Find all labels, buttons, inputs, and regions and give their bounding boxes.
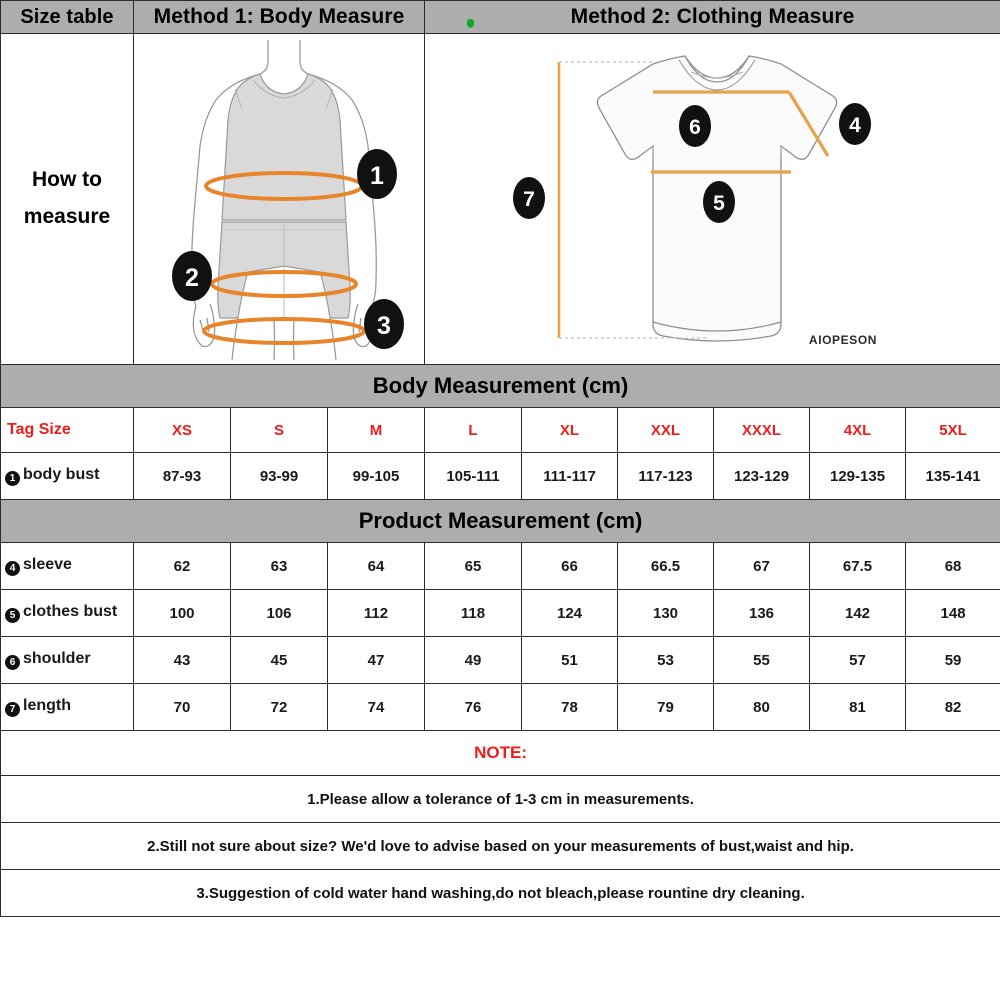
note-line-1: 1.Please allow a tolerance of 1-3 cm in measurements.: [1, 776, 1000, 823]
svg-text:6: 6: [688, 116, 701, 139]
cell-body-bust-xl: 111-117: [522, 453, 618, 500]
cell-clothes-bust-s: 106: [231, 590, 328, 637]
size-col-xxl: XXL: [618, 408, 714, 453]
row-label-text: length: [23, 697, 71, 714]
cell-body-bust-xxl: 117-123: [618, 453, 714, 500]
row-label-sleeve: [1, 543, 134, 590]
cell-body-bust-xxxl: 123-129: [714, 453, 810, 500]
table-row-length: [1, 684, 1000, 731]
cell-length-xs: 70: [134, 684, 231, 731]
green-speck-artifact: [467, 19, 474, 28]
svg-text:3: 3: [377, 312, 391, 340]
note-row-1: [1, 776, 1000, 823]
marker-badge-7: 7: [5, 702, 20, 717]
brand-label: AIOPESON: [808, 333, 877, 347]
body-measurement-title: Body Measurement (cm): [1, 365, 1000, 408]
cell-sleeve-4xl: 67.5: [810, 543, 906, 590]
size-col-5xl: 5XL: [906, 408, 1000, 453]
svg-text:7: 7: [522, 188, 535, 211]
note-line-3: 3.Suggestion of cold water hand washing,do not bleach,please rountine dry cleaning.: [1, 870, 1000, 917]
how-to-line-2: measure: [23, 205, 111, 228]
svg-text:1: 1: [370, 162, 384, 190]
top-header-row: [1, 1, 1000, 34]
cell-length-m: 74: [328, 684, 425, 731]
diagram-row: [1, 34, 1000, 365]
cell-length-4xl: 81: [810, 684, 906, 731]
clothing-marker-5: [703, 181, 735, 223]
cell-clothes-bust-xxl: 130: [618, 590, 714, 637]
clothing-marker-7: [513, 177, 545, 219]
product-measurement-title: Product Measurement (cm): [1, 500, 1000, 543]
note-row-3: [1, 870, 1000, 917]
cell-shoulder-m: 47: [328, 637, 425, 684]
cell-clothes-bust-xxxl: 136: [714, 590, 810, 637]
body-figure-svg: [134, 34, 434, 362]
cell-sleeve-xl: 66: [522, 543, 618, 590]
note-row-2: [1, 823, 1000, 870]
clothing-diagram-cell: [425, 34, 1000, 365]
marker-badge-4: 4: [5, 561, 20, 576]
cell-body-bust-4xl: 129-135: [810, 453, 906, 500]
cell-length-xl: 78: [522, 684, 618, 731]
body-measurement-banner: [1, 365, 1000, 408]
cell-sleeve-xxxl: 67: [714, 543, 810, 590]
size-col-s: S: [231, 408, 328, 453]
clothing-figure-svg: [503, 34, 923, 362]
cell-length-xxl: 79: [618, 684, 714, 731]
cell-shoulder-xs: 43: [134, 637, 231, 684]
table-row-shoulder: [1, 637, 1000, 684]
hip-ring: [204, 319, 364, 343]
cell-shoulder-5xl: 59: [906, 637, 1000, 684]
cell-shoulder-xxl: 53: [618, 637, 714, 684]
cell-length-l: 76: [425, 684, 522, 731]
cell-shoulder-xxxl: 55: [714, 637, 810, 684]
cell-body-bust-5xl: 135-141: [906, 453, 1000, 500]
row-label-text: clothes bust: [23, 603, 118, 620]
row-label-length: [1, 684, 134, 731]
body-marker-3: [364, 299, 404, 349]
cell-body-bust-l: 105-111: [425, 453, 522, 500]
note-title: NOTE:: [1, 731, 1000, 776]
row-label-body-bust: [1, 453, 134, 500]
note-line-2: 2.Still not sure about size? We'd love to advise based on your measurements of bust,waist and hip.: [1, 823, 1000, 870]
how-to-measure-cell: [1, 34, 134, 365]
size-col-xs: XS: [134, 408, 231, 453]
size-col-4xl: 4XL: [810, 408, 906, 453]
cell-sleeve-5xl: 68: [906, 543, 1000, 590]
table-row-clothes-bust: [1, 590, 1000, 637]
method2-header: Method 2: Clothing Measure: [425, 1, 1000, 34]
cell-body-bust-xs: 87-93: [134, 453, 231, 500]
how-to-line-1: How to: [32, 168, 102, 192]
body-marker-2: [172, 251, 212, 301]
table-row-sleeve: [1, 543, 1000, 590]
clothing-marker-6: [679, 105, 711, 147]
cell-shoulder-s: 45: [231, 637, 328, 684]
cell-clothes-bust-xl: 124: [522, 590, 618, 637]
size-col-m: M: [328, 408, 425, 453]
body-marker-1: [357, 149, 397, 199]
body-diagram-cell: [134, 34, 425, 365]
table-row-body-bust: [1, 453, 1000, 500]
note-title-row: [1, 731, 1000, 776]
cell-length-xxxl: 80: [714, 684, 810, 731]
size-table-header: Size table: [1, 1, 134, 34]
how-to-measure-label: [1, 162, 133, 236]
cell-shoulder-l: 49: [425, 637, 522, 684]
cell-length-5xl: 82: [906, 684, 1000, 731]
cell-clothes-bust-4xl: 142: [810, 590, 906, 637]
cell-shoulder-4xl: 57: [810, 637, 906, 684]
cell-clothes-bust-5xl: 148: [906, 590, 1000, 637]
cell-sleeve-l: 65: [425, 543, 522, 590]
cell-body-bust-s: 93-99: [231, 453, 328, 500]
marker-badge-6: 6: [5, 655, 20, 670]
product-measurement-banner: [1, 500, 1000, 543]
cell-sleeve-m: 64: [328, 543, 425, 590]
marker-badge-5: 5: [5, 608, 20, 623]
cell-length-s: 72: [231, 684, 328, 731]
body-figure: [134, 34, 424, 364]
size-header-row-body: [1, 408, 1000, 453]
cell-sleeve-s: 63: [231, 543, 328, 590]
cell-clothes-bust-xs: 100: [134, 590, 231, 637]
cell-sleeve-xs: 62: [134, 543, 231, 590]
cell-body-bust-m: 99-105: [328, 453, 425, 500]
cell-clothes-bust-l: 118: [425, 590, 522, 637]
cell-clothes-bust-m: 112: [328, 590, 425, 637]
svg-text:2: 2: [185, 264, 199, 292]
marker-badge-1: 1: [5, 471, 20, 486]
method1-header: Method 1: Body Measure: [134, 1, 425, 34]
clothing-marker-4: [839, 103, 871, 145]
size-col-l: L: [425, 408, 522, 453]
tag-size-label: Tag Size: [1, 408, 134, 453]
cell-sleeve-xxl: 66.5: [618, 543, 714, 590]
row-label-shoulder: [1, 637, 134, 684]
cell-shoulder-xl: 51: [522, 637, 618, 684]
size-col-xxxl: XXXL: [714, 408, 810, 453]
clothing-figure: [425, 34, 1000, 364]
row-label-text: sleeve: [23, 556, 72, 573]
size-col-xl: XL: [522, 408, 618, 453]
row-label-text: shoulder: [23, 650, 91, 667]
row-label-clothes-bust: [1, 590, 134, 637]
row-label-text: body bust: [23, 466, 100, 483]
svg-text:5: 5: [712, 192, 725, 215]
svg-text:4: 4: [848, 114, 861, 137]
